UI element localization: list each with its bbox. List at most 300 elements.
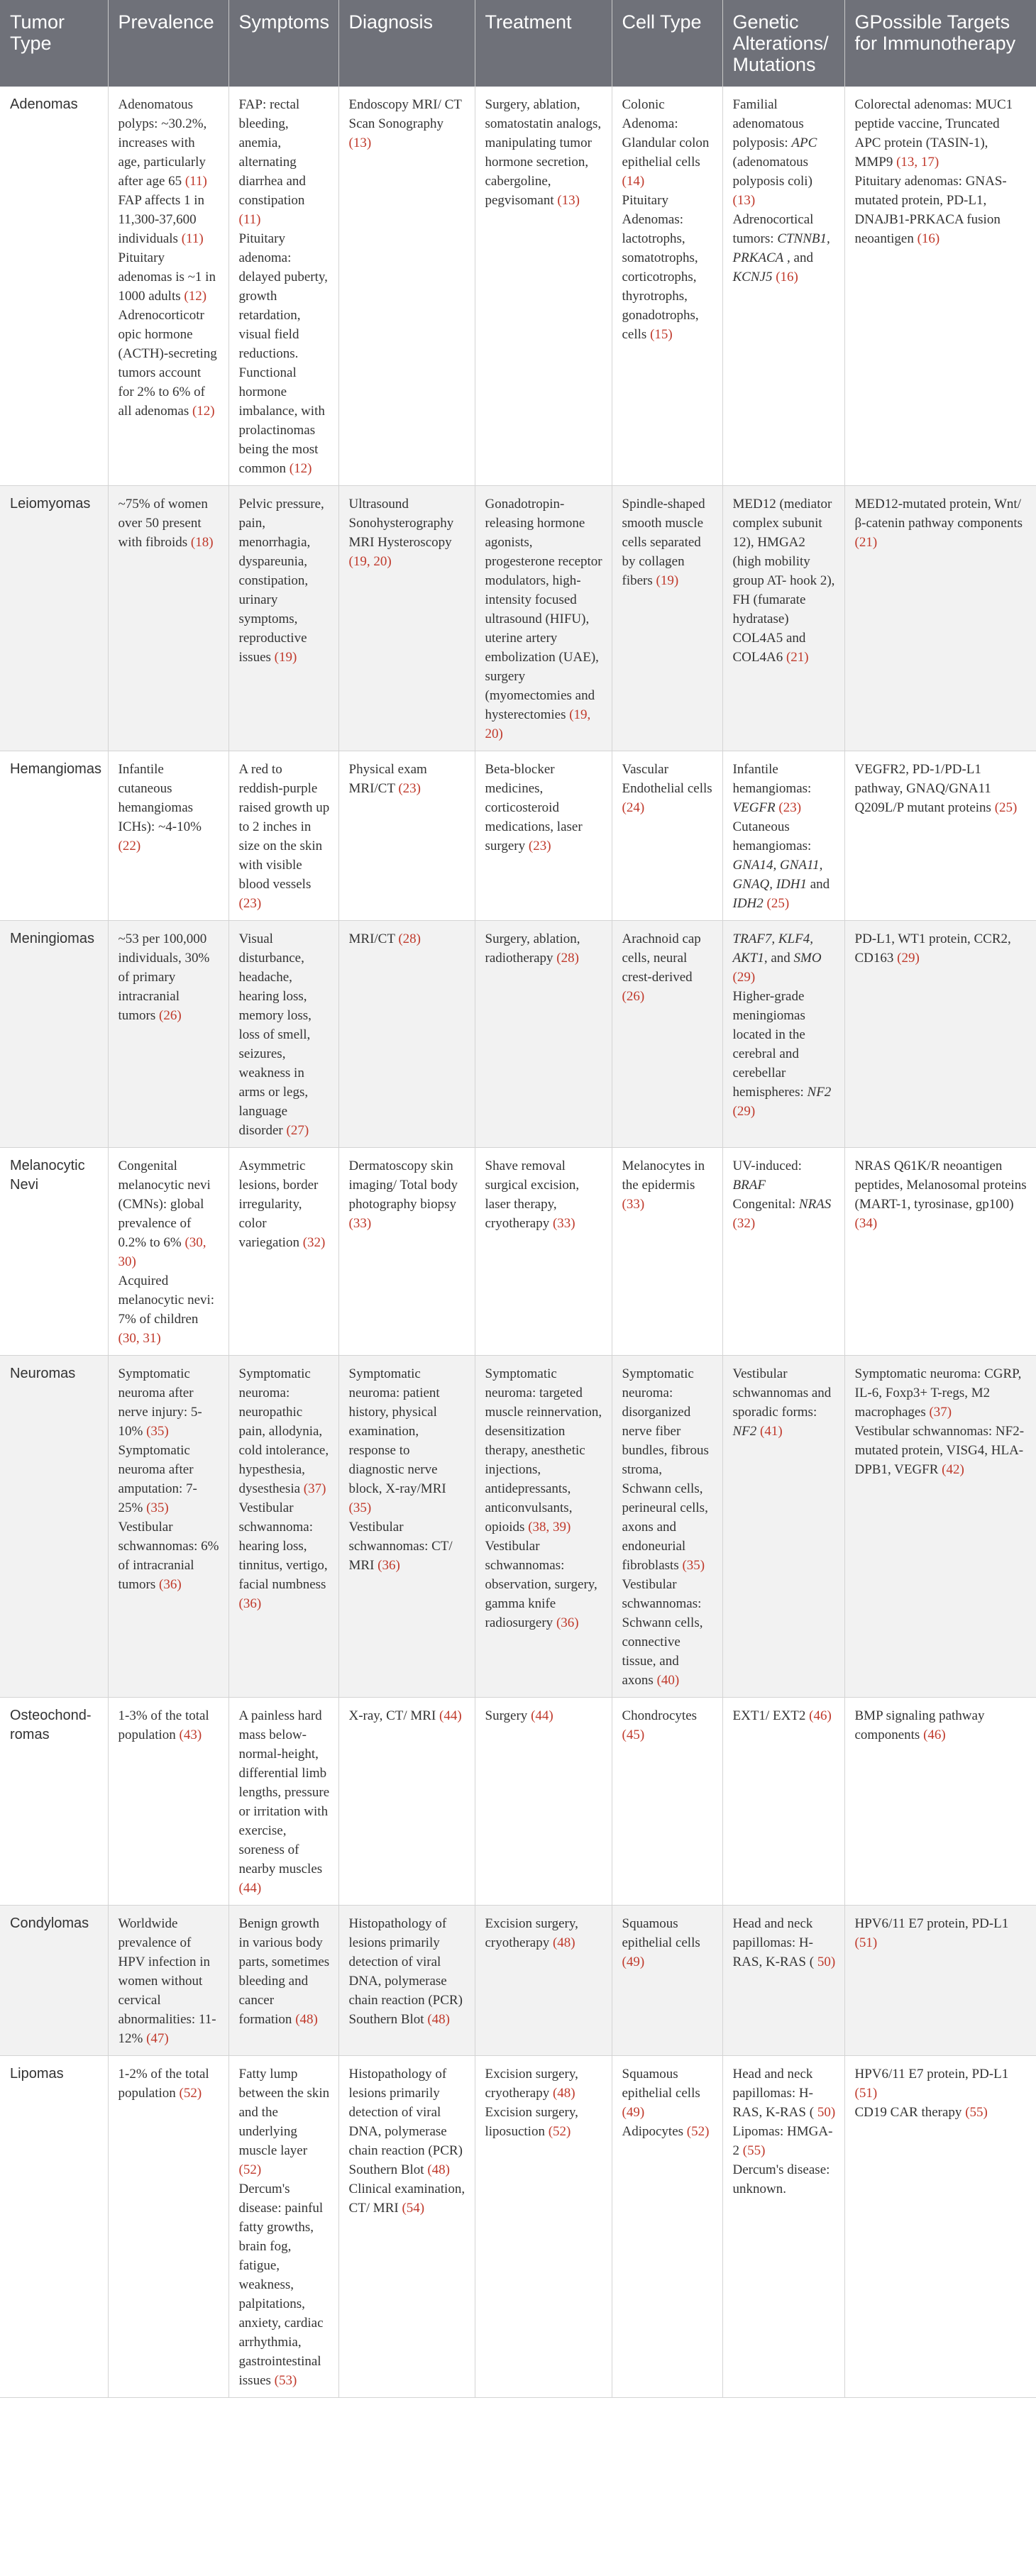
segment-text: Vestibular schwannomas: 6% of intracranial tumors [118,1520,219,1592]
reference-citation: (36) [238,1596,262,1611]
segment-text: Physical exam MRI/CT [348,762,427,796]
table-row [0,1356,1036,1698]
reference-citation: (29) [732,970,756,985]
reference-citation: (35) [682,1558,705,1573]
symptoms-cell [228,1698,338,1906]
segment-text: Vestibular schwannomas and sporadic forms: [732,1366,832,1420]
table-row [0,486,1036,751]
gene-name: BRAF [732,1178,766,1193]
symptoms-cell [228,486,338,751]
cell-segment [855,1156,1027,1233]
header-targets: GPossible Targets for Immunotherapy [844,0,1036,87]
segment-text: Symptomatic neuroma: disorganized nerve fiber bundles, fibrous stroma, Schwann cells, perineural cells, axons and endoneurial fibroblasts [622,1366,709,1573]
cell-segment [349,929,466,949]
reference-citation: (52) [238,2162,262,2177]
segment-text: Acquired melanocytic nevi: 7% of children [118,1273,215,1327]
table-row [0,1906,1036,2056]
reference-citation: (42) [942,1462,964,1477]
cell-segment [733,1706,836,1725]
cell-segment [239,2064,330,2179]
reference-citation: (55) [965,2105,988,2120]
segment-text: Higher-grade meningiomas located in the cerebral and cerebellar hemispheres: [732,989,808,1100]
reference-citation: (48) [295,2012,318,2027]
cell-segment [239,1364,330,1498]
segment-text: Infantile cutaneous hemangiomas ICHs): ~4-10% [118,762,202,834]
segment-text: X-ray, CT/ MRI [348,1708,440,1723]
gene-name: NRAS [798,1197,832,1212]
cell-segment [349,760,466,798]
cell-segment [119,760,220,856]
segment-text: PD-L1, WT1 protein, CCR2, CD163 [854,932,1011,966]
segment-text: MRI/CT [348,932,399,946]
cell-segment [485,1364,603,1537]
symptoms-cell [228,1148,338,1356]
cell-segment [855,1914,1027,1952]
cell-segment [349,1706,466,1725]
segment-text: A painless hard mass below-normal-height, differential limb lengths, pressure or irritation with exercise, soreness of nearby muscles [238,1708,330,1876]
symptoms-cell [228,87,338,486]
cell-segment [622,1364,714,1575]
segment-text: ~53 per 100,000 individuals, 30% of primary intracranial tumors [118,932,210,1023]
diagnosis-cell [338,1698,475,1906]
cell-segment [733,1364,836,1441]
reference-citation: (25) [994,800,1018,815]
header-genetic: Genetic Alterations/ Mutations [722,0,844,87]
segment-text: Asymmetric lesions, border irregularity, color variegation [238,1159,319,1250]
reference-citation: (38, 39) [528,1520,571,1535]
header-cell-type: Cell Type [612,0,722,87]
cell-segment [485,2064,603,2103]
cell-segment [119,494,220,552]
cell-segment [119,1271,220,1348]
cell-segment [349,1156,466,1233]
reference-citation: 50) [817,1955,836,1969]
reference-citation: (45) [622,1728,645,1742]
segment-text: , and [764,951,794,966]
header-prevalence: Prevalence [108,0,228,87]
reference-citation: (41) [760,1424,783,1439]
cell-segment [119,248,220,306]
cell-segment [239,1706,330,1898]
segment-text: Squamous epithelial cells [622,2067,700,2101]
segment-text: EXT1/ EXT2 [732,1708,810,1723]
reference-citation: (23) [398,781,421,796]
prevalence-cell [108,486,228,751]
symptoms-cell [228,2056,338,2398]
cell-segment [119,95,220,191]
reference-citation: (19, 20) [485,707,591,741]
segment-text: Vascular Endothelial cells [622,762,712,796]
targets-cell [844,921,1036,1148]
treatment-cell [475,1906,612,2056]
cell-segment [239,2179,330,2390]
table-row [0,921,1036,1148]
segment-text: Vestibular schwannomas: NF2-mutated protein, VISG4, HLA-DPB1, VEGFR [854,1424,1025,1477]
segment-text: Melanocytes in the epidermis [622,1159,705,1193]
cell-segment [119,929,220,1025]
segment-text: VEGFR2, PD-1/PD-L1 pathway, GNAQ/GNA11 Q209L/P mutant proteins [854,762,995,815]
cell-segment [733,1914,836,1972]
targets-cell [844,751,1036,921]
reference-citation: (18) [190,535,214,550]
segment-text: Head and neck papillomas: H-RAS, K-RAS ( [732,2067,817,2120]
cell-segment [239,494,330,667]
segment-text: Head and neck papillomas: H-RAS, K-RAS ( [732,1916,817,1969]
reference-citation: (52) [548,2124,571,2139]
reference-citation: (52) [179,2086,202,2101]
cell-segment [622,1706,714,1745]
segment-text: Pituitary adenoma: delayed puberty, growth retardation, visual field reductions. Functional hormone imbalance, with prolactinomas being the most common [238,231,328,476]
gene-name: NF2 [807,1085,832,1100]
segment-text: Endoscopy MRI/ CT Scan Sonography [348,97,462,131]
segment-text: MED12 (mediator complex subunit 12), HMGA2 (high mobility group AT- hook 2), FH (fumarate hydratase) COL4A5 and COL4A6 [732,497,835,665]
genetic-cell [722,87,844,486]
diagnosis-cell [338,751,475,921]
segment-text: Colonic Adenoma: Glandular colon epithelial cells [622,97,710,170]
reference-citation: (51) [854,1935,878,1950]
reference-citation: (24) [622,800,645,815]
gene-name: IDH2 [732,896,764,911]
segment-text: Adipocytes [622,2124,687,2139]
segment-text: Surgery [485,1708,531,1723]
segment-text: NRAS Q61K/R neoantigen peptides, Melanosomal proteins (MART-1, tyrosinase, gp100) [854,1159,1027,1212]
cell-segment [733,1156,836,1195]
tumor-type-cell: Neuromas [0,1356,108,1698]
cell-segment [855,1364,1027,1422]
table-row [0,1148,1036,1356]
cell-segment [855,929,1027,968]
reference-citation: (14) [622,174,645,189]
segment-text: Surgery, ablation, radiotherapy [485,932,580,966]
cell-segment [239,1498,330,1613]
treatment-cell [475,486,612,751]
cell-segment [733,929,836,987]
segment-text: 1-3% of the total population [118,1708,209,1742]
segment-text: Clinical examination, CT/ MRI [348,2182,465,2216]
tumor-type-cell: Melanocytic Nevi [0,1148,108,1356]
segment-text: HPV6/11 E7 protein, PD-L1 [854,2067,1009,2082]
genetic-cell [722,486,844,751]
segment-text: Symptomatic neuroma: CGRP, IL-6, Foxp3+ T-regs, M2 macrophages [854,1366,1022,1420]
segment-text: UV-induced: [732,1159,802,1173]
reference-citation: (36) [556,1615,579,1630]
prevalence-cell [108,1356,228,1698]
cell-segment [239,1914,330,2029]
treatment-cell [475,1148,612,1356]
cell-segment [349,2064,466,2179]
cell-segment [349,2179,466,2218]
reference-citation: (16) [776,270,798,284]
segment-text: Ultrasound Sonohysterography MRI Hysteroscopy [348,497,454,550]
cell-segment [349,1518,466,1575]
cell-segment [119,191,220,248]
reference-citation: (22) [118,839,141,853]
treatment-cell [475,921,612,1148]
cell-segment [622,1914,714,1972]
cell-segment [622,191,714,344]
reference-citation: (35) [146,1500,169,1515]
reference-citation: (25) [766,896,790,911]
genetic-cell [722,2056,844,2398]
reference-citation: (13) [732,193,756,208]
segment-text: Fatty lump between the skin and the underlying muscle layer [238,2067,330,2158]
reference-citation: (30, 30) [118,1235,206,1269]
genetic-cell [722,1906,844,2056]
segment-text: Excision surgery, liposuction [485,2105,578,2139]
cell-segment [622,1575,714,1690]
segment-text: Familial adenomatous polyposis: [732,97,804,150]
reference-citation: (48) [427,2162,450,2177]
treatment-cell [475,751,612,921]
genetic-cell [722,1698,844,1906]
reference-citation: (23) [778,800,802,815]
header-tumor-type: Tumor Type [0,0,108,87]
segment-text: Arachnoid cap cells, neural crest-derived [622,932,701,985]
segment-text: Dercum's disease: painful fatty growths, brain fog, fatigue, weakness, palpitations, anxiety, cardiac arrhythmia, gastrointestinal issues [238,2182,324,2388]
cell-segment [119,1441,220,1518]
reference-citation: (19, 20) [348,554,392,569]
table-row [0,2056,1036,2398]
cell-segment [622,494,714,590]
segment-text: Dermatoscopy skin imaging/ Total body photography biopsy [348,1159,458,1212]
cell-segment [485,1537,603,1632]
gene-name: CTNNB1, PRKACA [732,231,830,265]
cell-segment [119,1706,220,1745]
segment-text: , and [783,250,813,265]
header-symptoms: Symptoms [228,0,338,87]
reference-citation: (23) [528,839,551,853]
cell-segment [239,95,330,229]
cell-segment [855,494,1027,552]
reference-citation: (48) [552,1935,575,1950]
segment-text: Vestibular schwannomas: CT/ MRI [348,1520,453,1573]
cell-segment [349,1914,466,2029]
segment-text: CD19 CAR therapy [854,2105,966,2120]
reference-citation: (12) [289,461,312,476]
reference-citation: 50) [817,2105,836,2120]
segment-text: Cutaneous hemangiomas: [732,819,812,853]
reference-citation: (44) [531,1708,553,1723]
targets-cell [844,1356,1036,1698]
reference-citation: (21) [854,535,878,550]
segment-text: Adenomatous polyps: ~30.2%, increases with age, particularly after age 65 [118,97,207,189]
reference-citation: (51) [854,2086,878,2101]
cell-segment [855,1706,1027,1745]
segment-text: Gonadotropin-releasing hormone agonists, progesterone receptor modulators, high-intensity focused ultrasound (HIFU), uterine artery embolization (UAE), surgery (myomectomies and hysterectomies [485,497,602,722]
header-treatment: Treatment [475,0,612,87]
segment-text: Worldwide prevalence of HPV infection in women without cervical abnormalities: 11-12% [118,1916,216,2046]
segment-text: A red to reddish-purple raised growth up to 2 inches in size on the skin with visible blood vessels [238,762,330,892]
reference-citation: (36) [378,1558,400,1573]
reference-citation: (16) [917,231,940,246]
reference-citation: (11) [184,174,207,189]
cell-segment [855,2103,1027,2122]
cell-segment [119,1364,220,1441]
cell-segment [119,1914,220,2048]
cell-segment [733,760,836,817]
reference-citation: (29) [897,951,920,966]
cell-segment [485,1914,603,1952]
tumor-type-cell: Osteochond-romas [0,1698,108,1906]
reference-citation: (12) [192,404,215,419]
targets-cell [844,1906,1036,2056]
segment-text: Surgery, ablation, somatostatin analogs, manipulating tumor hormone secretion, cabergoline, pegvisomant [485,97,602,208]
prevalence-cell [108,1148,228,1356]
reference-citation: (33) [552,1216,575,1231]
tumor-type-cell: Meningiomas [0,921,108,1148]
segment-text: Histopathology of lesions primarily detection of viral DNA, polymerase chain reaction (PCR) Southern Blot [348,1916,463,2027]
cell-segment [239,760,330,913]
cell-segment [119,306,220,421]
reference-citation: (47) [146,2031,169,2046]
symptoms-cell [228,751,338,921]
prevalence-cell [108,1698,228,1906]
segment-text: Adrenocorticotr opic hormone (ACTH)-secreting tumors account for 2% to 6% of all adenomas [118,308,217,419]
cell-segment [349,1364,466,1518]
reference-citation: (54) [402,2201,425,2216]
reference-citation: (48) [552,2086,575,2101]
segment-text: Pituitary adenomas is ~1 in 1000 adults [118,250,216,304]
cell-segment [622,760,714,817]
reference-citation: (37) [303,1481,326,1496]
reference-citation: (34) [854,1216,878,1231]
prevalence-cell [108,921,228,1148]
segment-text: BMP signaling pathway components [854,1708,985,1742]
reference-citation: (32) [302,1235,326,1250]
cell-segment [622,929,714,1006]
segment-text: Beta-blocker medicines, corticosteroid medications, laser surgery [485,762,583,853]
targets-cell [844,1148,1036,1356]
gene-name: TRAF7, KLF4, AKT1 [732,932,813,966]
segment-text: Vestibular schwannomas: observation, surgery, gamma knife radiosurgery [485,1539,597,1630]
gene-name: NF2 [732,1424,757,1439]
cell-segment [855,1422,1027,1479]
reference-citation: (13) [348,136,372,150]
segment-text: Excision surgery, cryotherapy [485,1916,578,1950]
gene-name: GNA14, GNA11, GNAQ, IDH1 [732,858,823,892]
segment-text: Pelvic pressure, pain, menorrhagia, dyspareunia, constipation, urinary symptoms, reproductive issues [238,497,324,665]
segment-text: Visual disturbance, headache, hearing loss, memory loss, loss of smell, seizures, weakness in arms or legs, language disorder [238,932,312,1138]
segment-text: 1-2% of the total population [118,2067,209,2101]
cell-segment [119,1156,220,1271]
tumor-type-cell: Leiomyomas [0,486,108,751]
reference-citation: (13) [557,193,580,208]
reference-citation: (26) [622,989,645,1004]
cell-segment [485,760,603,856]
reference-citation: (52) [686,2124,710,2139]
table-body [0,87,1036,2398]
reference-citation: (12) [184,289,207,304]
targets-cell [844,87,1036,486]
genetic-cell [722,1148,844,1356]
cell-segment [485,1156,603,1233]
segment-text: Shave removal surgical excision, laser therapy, cryotherapy [485,1159,580,1231]
reference-citation: (49) [622,1955,645,1969]
cell-type-cell [612,2056,722,2398]
tumor-type-cell: Hemangiomas [0,751,108,921]
table-row [0,751,1036,921]
gene-name: APC [791,136,817,150]
cell-segment [622,1156,714,1214]
reference-citation: (48) [427,2012,450,2027]
tumor-type-cell: Lipomas [0,2056,108,2398]
segment-text: Pituitary adenomas: GNAS-mutated protein, PD-L1, DNAJB1-PRKACA fusion neoantigen [854,174,1007,246]
segment-text: Symptomatic neuroma after nerve injury: 5-10% [118,1366,202,1439]
reference-citation: (44) [238,1881,262,1896]
reference-citation: (40) [656,1673,680,1688]
gene-name: VEGFR [732,800,776,815]
cell-segment [239,1156,330,1252]
reference-citation: (21) [786,650,809,665]
cell-type-cell [612,751,722,921]
reference-citation: (43) [179,1728,202,1742]
targets-cell [844,486,1036,751]
prevalence-cell [108,2056,228,2398]
treatment-cell [475,1356,612,1698]
reference-citation: (11) [181,231,204,246]
cell-segment [349,494,466,571]
diagnosis-cell [338,921,475,1148]
table-row [0,1698,1036,1906]
diagnosis-cell [338,486,475,751]
table-header [0,0,1036,87]
reference-citation: (35) [146,1424,169,1439]
reference-citation: (19) [656,573,679,588]
header-diagnosis: Diagnosis [338,0,475,87]
reference-citation: (28) [398,932,421,946]
targets-cell [844,2056,1036,2398]
reference-citation: (53) [274,2373,297,2388]
reference-citation: (19) [274,650,297,665]
segment-text: ~75% of women over 50 present with fibroids [118,497,208,550]
targets-cell [844,1698,1036,1906]
cell-type-cell [612,486,722,751]
header-row [0,0,1036,87]
reference-citation: (26) [159,1008,182,1023]
diagnosis-cell [338,1906,475,2056]
segment-text: Congenital melanocytic nevi (CMNs): global prevalence of 0.2% to 6% [118,1159,211,1250]
segment-text: FAP affects 1 in 11,300-37,600 individuals [118,193,205,246]
cell-segment [485,494,603,743]
reference-citation: (46) [809,1708,832,1723]
reference-citation: (15) [650,327,673,342]
segment-text: Excision surgery, cryotherapy [485,2067,578,2101]
cell-type-cell [612,1906,722,2056]
segment-text: Histopathology of lesions primarily detection of viral DNA, polymerase chain reaction (PCR) Southern Blot [348,2067,463,2177]
prevalence-cell [108,751,228,921]
segment-text: Benign growth in various body parts, sometimes bleeding and cancer formation [238,1916,330,2027]
cell-segment [733,817,836,913]
cell-segment [855,172,1027,248]
tumor-type-cell: Condylomas [0,1906,108,2056]
reference-citation: (44) [439,1708,462,1723]
segment-text: Vestibular schwannomas: Schwann cells, connective tissue, and axons [622,1577,703,1688]
cell-segment [855,760,1027,817]
cell-segment [239,929,330,1140]
treatment-cell [475,87,612,486]
cell-type-cell [612,921,722,1148]
segment-text: Symptomatic neuroma: neuropathic pain, allodynia, cold intolerance, hypesthesia, dysesthesia [238,1366,329,1496]
cell-segment [485,95,603,210]
symptoms-cell [228,1906,338,2056]
cell-segment [733,95,836,210]
segment-text: (adenomatous polyposis coli) [732,155,812,189]
cell-type-cell [612,1356,722,1698]
reference-citation: (23) [238,896,262,911]
cell-segment [485,2103,603,2141]
segment-text: Symptomatic neuroma: targeted muscle reinnervation, desensitization therapy, anesthetic injections, antidepressants, anticonvulsants, opioids [485,1366,602,1535]
segment-text: Dercum's disease: unknown. [732,2162,830,2196]
